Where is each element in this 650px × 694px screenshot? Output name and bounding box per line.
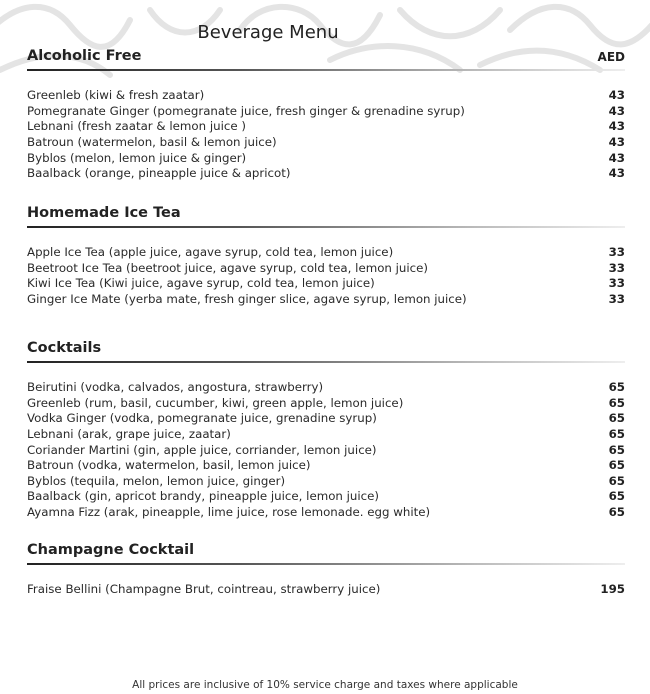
item-name: Batroun (watermelon, basil & lemon juice) bbox=[27, 134, 277, 149]
menu-item bbox=[27, 427, 625, 443]
item-name: Greenleb (kiwi & fresh zaatar) bbox=[27, 88, 205, 102]
menu-item bbox=[27, 582, 625, 598]
item-list bbox=[27, 582, 625, 598]
item-price: 43 bbox=[608, 88, 625, 102]
footer-note: All prices are inclusive of 10% service charge and taxes where applicable bbox=[132, 679, 518, 691]
item-price: 65 bbox=[608, 473, 625, 488]
item-name: Beetroot Ice Tea (beetroot juice, agave syrup, cold tea, lemon juice) bbox=[27, 260, 429, 275]
currency-label: AED bbox=[597, 50, 625, 64]
item-price: 43 bbox=[608, 166, 625, 181]
item-name: Vodka Ginger (vodka, pomegranate juice, grenadine syrup) bbox=[27, 411, 377, 426]
item-name: Byblos (tequila, melon, lemon juice, ginger) bbox=[27, 473, 286, 488]
item-price: 65 bbox=[608, 442, 625, 457]
item-price: 65 bbox=[608, 458, 625, 473]
item-price: 43 bbox=[608, 119, 625, 134]
menu-item bbox=[27, 443, 625, 459]
item-price: 195 bbox=[600, 582, 625, 596]
item-name: Coriander Martini (gin, apple juice, corriander, lemon juice) bbox=[27, 442, 377, 457]
menu-item bbox=[27, 245, 625, 261]
section-header bbox=[27, 336, 625, 356]
item-price: 65 bbox=[608, 380, 625, 394]
item-name: Lebnani (fresh zaatar & lemon juice ) bbox=[27, 119, 246, 134]
item-list bbox=[27, 88, 625, 182]
item-list bbox=[27, 245, 625, 308]
menu-section bbox=[27, 538, 625, 598]
item-name: Kiwi Ice Tea (Kiwi juice, agave syrup, cold tea, lemon juice) bbox=[27, 276, 375, 291]
item-price: 43 bbox=[608, 103, 625, 118]
section-title: Cocktails bbox=[27, 340, 102, 356]
item-price: 65 bbox=[608, 489, 625, 504]
item-price: 33 bbox=[608, 245, 625, 259]
menu-item bbox=[27, 104, 625, 120]
menu-section bbox=[27, 44, 625, 182]
item-price: 33 bbox=[608, 260, 625, 275]
item-price: 65 bbox=[608, 395, 625, 410]
item-name: Byblos (melon, lemon juice & ginger) bbox=[27, 150, 247, 165]
menu-item bbox=[27, 151, 625, 167]
item-name: Baalback (gin, apricot brandy, pineapple juice, lemon juice) bbox=[27, 489, 380, 504]
menu-item bbox=[27, 88, 625, 104]
item-price: 65 bbox=[608, 426, 625, 441]
item-name: Batroun (vodka, watermelon, basil, lemon juice) bbox=[27, 458, 311, 473]
item-price: 65 bbox=[608, 505, 625, 520]
item-price: 43 bbox=[608, 150, 625, 165]
item-name: Lebnani (arak, grape juice, zaatar) bbox=[27, 426, 231, 441]
menu-item bbox=[27, 458, 625, 474]
menu-item bbox=[27, 505, 625, 521]
item-name: Fraise Bellini (Champagne Brut, cointreau, strawberry juice) bbox=[27, 582, 381, 596]
item-name: Baalback (orange, pineapple juice & apricot) bbox=[27, 166, 291, 181]
section-title: Alcoholic Free bbox=[27, 48, 142, 64]
section-title: Champagne Cocktail bbox=[27, 542, 195, 558]
section-title: Homemade Ice Tea bbox=[27, 205, 181, 221]
menu-item bbox=[27, 474, 625, 490]
item-name: Ginger Ice Mate (yerba mate, fresh ginger slice, agave syrup, lemon juice) bbox=[27, 291, 467, 306]
section-header bbox=[27, 538, 625, 558]
menu-item bbox=[27, 119, 625, 135]
menu-item bbox=[27, 380, 625, 396]
item-name: Beirutini (vodka, calvados, angostura, strawberry) bbox=[27, 380, 324, 394]
menu-item bbox=[27, 135, 625, 151]
item-name: Greenleb (rum, basil, cucumber, kiwi, green apple, lemon juice) bbox=[27, 395, 404, 410]
item-name: Ayamna Fizz (arak, pineapple, lime juice, rose lemonade. egg white) bbox=[27, 505, 431, 520]
item-name: Pomegranate Ginger (pomegranate juice, fresh ginger & grenadine syrup) bbox=[27, 103, 465, 118]
section-header bbox=[27, 44, 625, 64]
section-divider bbox=[27, 69, 625, 71]
menu-section bbox=[27, 201, 625, 308]
section-header bbox=[27, 201, 625, 221]
menu-item bbox=[27, 292, 625, 308]
menu-item bbox=[27, 411, 625, 427]
item-price: 33 bbox=[608, 291, 625, 306]
menu-item bbox=[27, 261, 625, 277]
menu-item bbox=[27, 276, 625, 292]
section-divider bbox=[27, 361, 625, 363]
item-list bbox=[27, 380, 625, 521]
item-price: 65 bbox=[608, 411, 625, 426]
menu-item bbox=[27, 489, 625, 505]
menu-item bbox=[27, 396, 625, 412]
section-divider bbox=[27, 226, 625, 228]
item-name: Apple Ice Tea (apple juice, agave syrup, cold tea, lemon juice) bbox=[27, 245, 394, 259]
section-divider bbox=[27, 563, 625, 565]
menu-section bbox=[27, 336, 625, 521]
page-title: Beverage Menu bbox=[197, 22, 339, 43]
item-price: 33 bbox=[608, 276, 625, 291]
menu-item bbox=[27, 166, 625, 182]
item-price: 43 bbox=[608, 134, 625, 149]
